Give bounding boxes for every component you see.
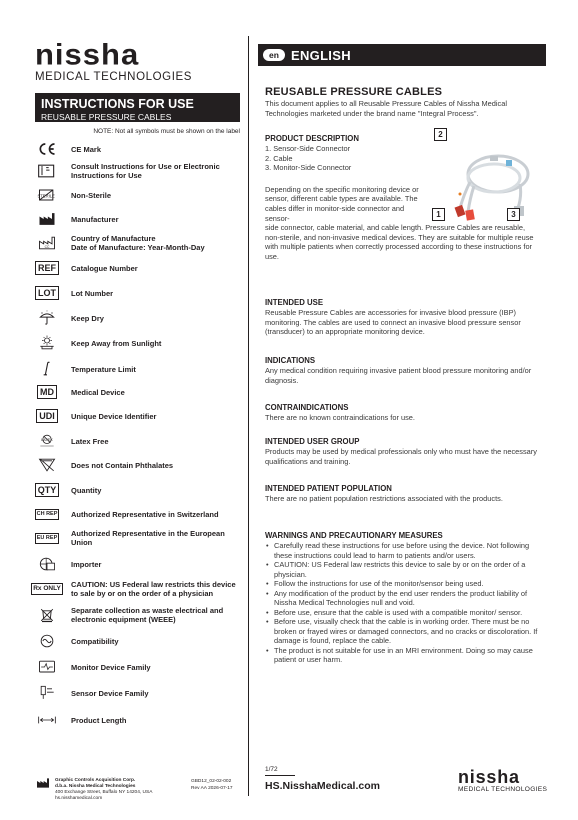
keep-dry-icon [35, 308, 59, 328]
manufacturer-icon [35, 776, 51, 795]
symbol-label: Medical Device [71, 387, 125, 397]
footer-wordmark: nissha [458, 767, 520, 787]
footer-tagline: MEDICAL TECHNOLOGIES [458, 786, 548, 793]
list-item: • Before use, ensure that the cable is used with a compatible monitor/ sensor. [265, 608, 540, 618]
language-header [258, 44, 546, 66]
left-column [33, 37, 240, 725]
right-footer [258, 766, 546, 801]
symbol-label: Does not Contain Phthalates [71, 460, 174, 470]
symbol-row [35, 282, 240, 304]
doc-intro: This document applies to all Reusable Pressure Cables of Nissha Medical Technologies marketed under the brand name "Integral Process". [265, 99, 507, 118]
symbol-label: Monitor Device Family [71, 662, 151, 672]
symbol-row [35, 430, 240, 452]
symbol-label: Keep Dry [71, 313, 104, 323]
brand-logo [35, 37, 240, 83]
no-phthalates-icon [35, 455, 59, 475]
symbol-row [35, 358, 240, 380]
intended-patient-population-section [265, 484, 540, 504]
eu-rep-icon: EU REP [35, 528, 59, 548]
brand-tagline: MEDICAL TECHNOLOGIES [35, 71, 193, 83]
symbol-label: Separate collection as waste electrical and electronic equipment (WEEE) [71, 606, 224, 624]
product-text-narrow: Depending on the specific monitoring device or sensor, different cable types are available. The cables differ in monitor-side connector and sensor- [265, 184, 419, 223]
md-icon: MD [35, 382, 59, 402]
language-name: ENGLISH [291, 47, 351, 63]
callout-2: 2 [434, 128, 447, 141]
doc-revision: Rev AA 2026-07-17 [191, 786, 233, 791]
weee-icon [35, 605, 59, 625]
symbol-label: Non-Sterile [71, 190, 112, 200]
section-heading: INTENDED PATIENT POPULATION [265, 484, 392, 493]
consult-ifu-icon [35, 161, 59, 181]
list-item: 2. Cable [265, 153, 293, 163]
product-length-icon [35, 710, 59, 730]
symbol-label: Quantity [71, 485, 102, 495]
symbol-row [35, 604, 240, 626]
symbol-label: Catalogue Number [71, 263, 138, 273]
intended-use-section [265, 298, 540, 337]
section-heading: INDICATIONS [265, 356, 316, 365]
ref-icon: REF [35, 258, 59, 278]
list-item: • Follow the instructions for use of the monitor/sensor being used. [265, 579, 540, 589]
section-text: Reusable Pressure Cables are accessories for invasive blood pressure (IBP) monitoring. The cables are used to connect an invasive blood pressure sensor (transducer) to an appropriate monitoring device. [265, 308, 521, 337]
list-item: • Carefully read these instructions for use before using the device. Not following these instructions could lead to harm to patients and/or users. [265, 541, 540, 560]
symbol-row [35, 656, 240, 678]
cable-illustration [430, 130, 548, 224]
section-heading: INTENDED USE [265, 298, 324, 307]
importer-icon [35, 554, 59, 574]
monitor-family-icon [35, 657, 59, 677]
company-web: hs.nisshamedical.com [55, 796, 103, 801]
company-address: 400 Exchange Street, Buffalo NY 14204, USA [55, 790, 153, 795]
symbol-row [35, 630, 240, 652]
symbol-row [35, 381, 240, 403]
manufacturer-icon [35, 209, 59, 229]
symbol-label: Manufacturer [71, 214, 119, 224]
company-name: Graphic Controls Acquisition Corp. [55, 778, 136, 783]
symbol-label: Lot Number [71, 288, 114, 298]
symbol-row [35, 405, 240, 427]
product-text-wide: side connector, cable material, and cable length. Pressure Cables are reusable, non-sterile, and non-invasive medical devices. They are suitable for multiple reuse with multiple patients when correctly processed according to these instructions for use. [265, 223, 534, 261]
ifu-subtitle: REUSABLE PRESSURE CABLES [41, 112, 172, 122]
udi-icon: UDI [35, 406, 59, 426]
manufacturer-address [55, 778, 152, 802]
ch-rep-icon: CH REP [35, 504, 59, 524]
symbol-row [35, 553, 240, 575]
symbol-row [35, 184, 240, 206]
callout-3: 3 [507, 208, 520, 221]
symbol-row [35, 709, 240, 731]
cable-image [430, 134, 548, 226]
symbol-label: Authorized Representative in Switzerland [71, 509, 219, 519]
non-sterile-icon [35, 185, 59, 205]
symbol-label: Unique Device Identifier [71, 411, 157, 421]
symbol-row [35, 578, 240, 600]
symbol-label: Sensor Device Family [71, 688, 149, 698]
latex-free-icon [35, 431, 59, 451]
company-dba: d.b.a. Nissha Medical Technologies [55, 784, 136, 789]
symbol-row [35, 257, 240, 279]
rx-only-icon: Rx ONLY [35, 579, 59, 599]
section-text: Products may be used by medical professionals only who must have the necessary qualifications and training. [265, 447, 537, 466]
language-code: en [263, 49, 285, 61]
symbol-row [35, 682, 240, 704]
doc-code-number: GBD12_02-02-002 [191, 779, 232, 784]
list-item: • Any modification of the product by the end user renders the product liability of Nissha Medical Technologies null and void. [265, 589, 540, 608]
callout-1: 1 [432, 208, 445, 221]
doc-title: REUSABLE PRESSURE CABLES [265, 86, 443, 98]
section-heading: CONTRAINDICATIONS [265, 403, 349, 412]
warnings-list [265, 541, 540, 665]
symbol-label: Consult Instructions for Use or Electronic Instructions for Use [71, 162, 220, 180]
symbol-label: Latex Free [71, 436, 109, 446]
symbol-label: CE Mark [71, 144, 102, 154]
symbol-row [35, 479, 240, 501]
keep-away-sunlight-icon [35, 333, 59, 353]
column-divider [248, 36, 249, 796]
section-heading: PRODUCT DESCRIPTION [265, 134, 360, 143]
section-text: Any medical condition requiring invasive patient blood pressure monitoring and/or diagnosis. [265, 366, 532, 385]
lot-icon: LOT [35, 283, 59, 303]
section-heading: WARNINGS AND PRECAUTIONARY MEASURES [265, 531, 443, 540]
compatibility-icon [35, 631, 59, 651]
symbol-label: Product Length [71, 715, 127, 725]
ifu-header [35, 93, 240, 122]
list-item: 1. Sensor-Side Connector [265, 144, 351, 153]
intended-user-group-section [265, 437, 540, 466]
section-heading: INTENDED USER GROUP [265, 437, 360, 446]
left-footer [35, 772, 240, 802]
symbol-label: Temperature Limit [71, 364, 136, 374]
symbols-note: NOTE: Not all symbols must be shown on the label [93, 128, 240, 135]
symbol-label: Keep Away from Sunlight [71, 338, 162, 348]
footer-rule [265, 775, 295, 776]
symbol-row [35, 332, 240, 354]
symbol-label: Compatibility [71, 636, 119, 646]
ifu-title: INSTRUCTIONS FOR USE [41, 97, 194, 111]
symbol-row [35, 138, 240, 160]
svg-text:STERILE: STERILE [37, 193, 55, 199]
brand-wordmark: nissha [35, 37, 140, 72]
symbol-row [35, 232, 240, 254]
footer-logo [458, 768, 547, 793]
list-item: • CAUTION: US Federal law restricts this device to sale by or on the order of a physician. [265, 560, 540, 579]
website-url: HS.NisshaMedical.com [265, 780, 380, 792]
list-item: • The product is not suitable for use in an MRI environment. Doing so may cause patient or user harm. [265, 646, 540, 665]
contraindications-section [265, 403, 540, 423]
symbol-row [35, 503, 240, 525]
qty-icon: QTY [35, 480, 59, 500]
symbol-label: Importer [71, 559, 102, 569]
symbol-row [35, 160, 240, 182]
symbol-row [35, 208, 240, 230]
symbol-row [35, 454, 240, 476]
ce-mark-icon [35, 139, 59, 159]
symbol-row [35, 307, 240, 329]
svg-text:CC: CC [44, 245, 50, 249]
country-of-manufacture-icon [35, 233, 59, 253]
indications-section [265, 356, 540, 385]
list-item: 3. Monitor-Side Connector [265, 163, 352, 173]
section-text: There are no known contraindications for use. [265, 413, 415, 422]
sensor-family-icon [35, 683, 59, 703]
symbol-label: CAUTION: US Federal law restricts this device to sale by or on the order of a physician [71, 580, 236, 598]
symbol-label: Authorized Representative in the European Union [71, 529, 225, 547]
section-text: There are no patient population restrictions associated with the products. [265, 494, 503, 503]
doc-code [191, 778, 233, 792]
symbol-row [35, 527, 240, 549]
symbol-label: Country of Manufacture Date of Manufacture: Year-Month-Day [71, 234, 205, 252]
svg-text:LATEX: LATEX [41, 438, 53, 442]
temperature-limit-icon [35, 359, 59, 379]
doc-title-section [265, 86, 540, 118]
list-item: • Before use, visually check that the cable is in working order. There must be no broken or frayed wires or damaged connectors, and no cracks or discoloration. If damage is found, replace the cable. [265, 617, 540, 646]
page-number: 1/72 [265, 766, 278, 773]
warnings-section [265, 531, 540, 665]
